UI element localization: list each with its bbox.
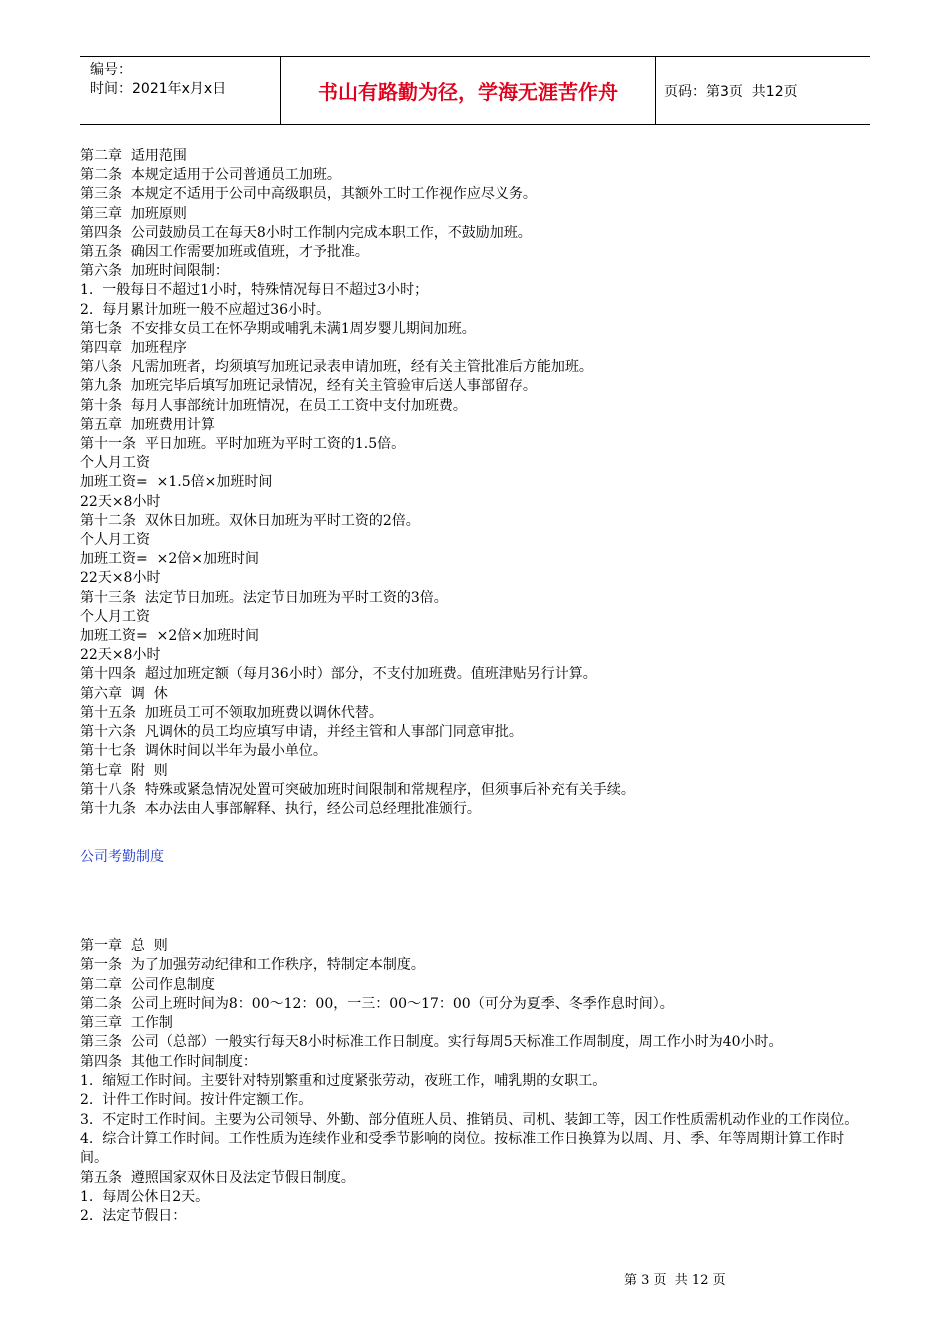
text-line: 第十七条 调休时间以半年为最小单位。: [80, 743, 327, 760]
text-line: 加班工资= ×2倍×加班时间: [80, 551, 259, 568]
text-line: 第四条 公司鼓励员工在每天8小时工作制内完成本职工作，不鼓励加班。: [80, 224, 532, 241]
text-line: 1. 缩短工作时间。主要针对特别繁重和过度紧张劳动，夜班工作，哺乳期的女职工。: [80, 1073, 607, 1090]
attendance-rules-text: [80, 937, 865, 1226]
text-line: 4. 综合计算工作时间。工作性质为连续作业和受季节影响的岗位。按标准工作日换算为以周、月、季、年等周期计算工作时间。: [80, 1130, 845, 1167]
text-line: 第六条 加班时间限制：: [80, 263, 229, 280]
text-line: 第三章 工作制: [80, 1015, 173, 1032]
text-line: 第十六条 凡调休的员工均应填写申请，并经主管和人事部门同意审批。: [80, 724, 523, 741]
text-line: 第二章 公司作息制度: [80, 976, 215, 993]
text-line: 2. 每月累计加班一般不应超过36小时。: [80, 301, 331, 318]
document-time-label: 时间：2021年x月x日: [90, 81, 227, 97]
document-number-label: 编号：: [90, 62, 132, 78]
text-line: 第十一条 平日加班。平时加班为平时工资的1.5倍。: [80, 436, 406, 453]
text-line: 3. 不定时工作时间。主要为公司领导、外勤、部分值班人员、推销员、司机、装卸工等，因工作性质需机动作业的工作岗位。: [80, 1111, 859, 1128]
header-divider: [655, 57, 656, 124]
text-line: 第一条 为了加强劳动纪律和工作秩序，特制定本制度。: [80, 957, 425, 974]
text-line: 2. 计件工作时间。按计件定额工作。: [80, 1092, 313, 1109]
header-meta: [80, 57, 280, 124]
text-line: 第四条 其他工作时间制度：: [80, 1053, 257, 1070]
overtime-rules-text: [80, 147, 865, 819]
text-line: 第十五条 加班员工可不领取加班费以调休代替。: [80, 704, 383, 721]
header-motto: 书山有路勤为径，学海无涯苦作舟: [318, 80, 618, 104]
attendance-policy-title-link[interactable]: 公司考勤制度: [80, 849, 164, 865]
text-line: 第五章 加班费用计算: [80, 416, 215, 433]
text-line: 第三章 加班原则: [80, 205, 187, 222]
text-line: 第六章 调 休: [80, 685, 168, 702]
text-line: 个人月工资: [80, 608, 150, 625]
text-line: 第三条 本规定不适用于公司中高级职员，其额外工时工作视作应尽义务。: [80, 186, 537, 203]
text-line: 第七条 不安排女员工在怀孕期或哺乳未满1周岁婴儿期间加班。: [80, 320, 476, 337]
page-footer: 第 3 页 共 12 页: [624, 1273, 726, 1288]
text-line: 第七章 附 则: [80, 762, 168, 779]
text-line: 第三条 公司（总部）一般实行每天8小时标准工作日制度。实行每周5天标准工作周制度，周工作小时为40小时。: [80, 1034, 783, 1051]
text-line: 第十二条 双休日加班。双休日加班为平时工资的2倍。: [80, 512, 420, 529]
text-line: 第一章 总 则: [80, 938, 168, 954]
text-line: 第十条 每月人事部统计加班情况，在员工工资中支付加班费。: [80, 397, 467, 414]
text-line: 加班工资= ×2倍×加班时间: [80, 628, 259, 645]
text-line: 22天×8小时: [80, 647, 161, 664]
page-header: [80, 56, 870, 125]
text-line: 第二条 本规定适用于公司普通员工加班。: [80, 167, 341, 184]
header-page-number: 页码：第3页 共12页: [664, 84, 798, 100]
text-line: 第四章 加班程序: [80, 340, 187, 357]
text-line: 第五条 确因工作需要加班或值班，才予批准。: [80, 244, 369, 261]
text-line: 第二章 适用范围: [80, 148, 187, 164]
text-line: 第十三条 法定节日加班。法定节日加班为平时工资的3倍。: [80, 589, 448, 606]
text-line: 个人月工资: [80, 532, 150, 549]
text-line: 个人月工资: [80, 455, 150, 472]
text-line: 第五条 遵照国家双休日及法定节假日制度。: [80, 1169, 355, 1186]
text-line: 第八条 凡需加班者，均须填写加班记录表申请加班，经有关主管批准后方能加班。: [80, 359, 593, 376]
text-line: 第十四条 超过加班定额（每月36小时）部分，不支付加班费。值班津贴另行计算。: [80, 666, 597, 683]
text-line: 1. 每周公休日2天。: [80, 1188, 210, 1205]
text-line: 22天×8小时: [80, 493, 161, 510]
text-line: 加班工资= ×1.5倍×加班时间: [80, 474, 273, 491]
text-line: 第九条 加班完毕后填写加班记录情况，经有关主管验审后送人事部留存。: [80, 378, 537, 395]
text-line: 第十九条 本办法由人事部解释、执行，经公司总经理批准颁行。: [80, 800, 481, 817]
text-line: 2. 法定节假日：: [80, 1208, 187, 1225]
text-line: 第二条 公司上班时间为8：00～12：00，一三：00～17：00（可分为夏季、冬季作息时间）。: [80, 995, 674, 1012]
text-line: 第十八条 特殊或紧急情况处置可突破加班时间限制和常规程序，但须事后补充有关手续。: [80, 781, 635, 798]
text-line: 22天×8小时: [80, 570, 161, 587]
text-line: 1. 一般每日不超过1小时，特殊情况每日不超过3小时；: [80, 282, 429, 299]
